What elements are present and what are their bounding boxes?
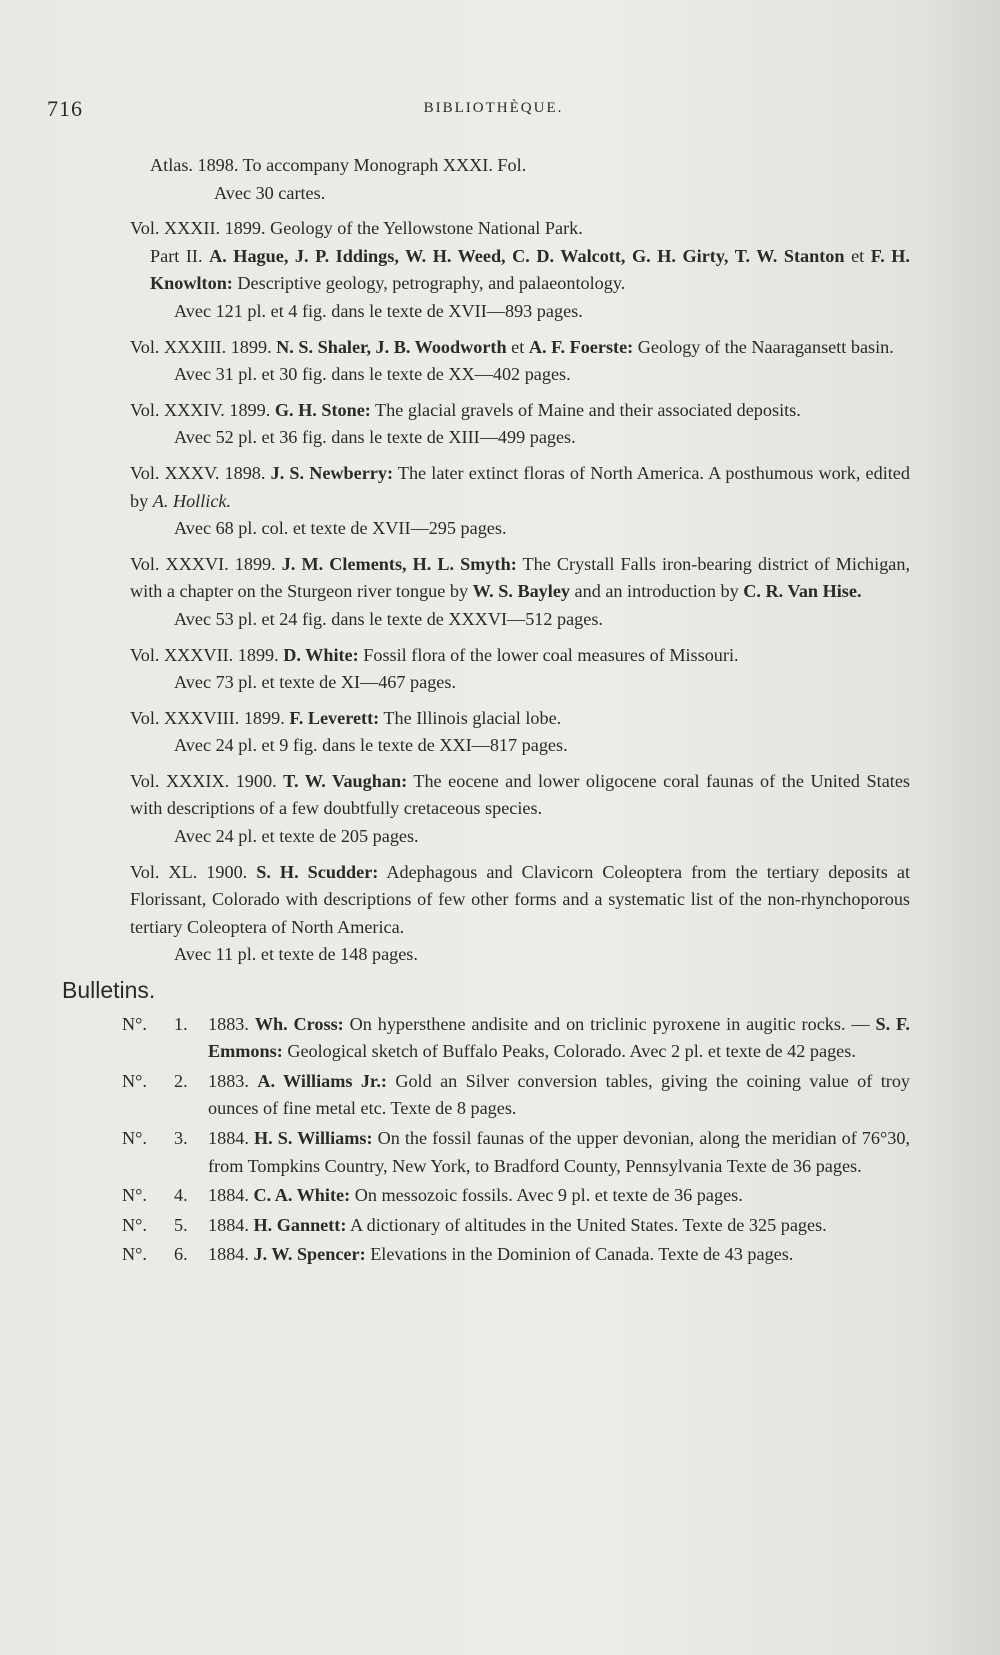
bulletin-authors: H. S. Williams: (253, 1128, 373, 1148)
volume-title: The later extinct floras of North America. A posthumous work, edited by (130, 462, 910, 511)
volume-body (130, 397, 910, 425)
bulletin-entry (122, 1241, 910, 1269)
bulletin-text: On messozoic fossils. Avec 9 pl. et texte de 36 pages. (350, 1185, 743, 1206)
volume-authors: T. W. Vaughan: (283, 770, 408, 791)
volume-body (130, 705, 910, 733)
bulletin-text: Geological sketch of Buffalo Peaks, Colorado. Avec 2 pl. et texte de 42 pages. (282, 1041, 856, 1062)
volume-authors: G. H. Stone: (274, 399, 371, 420)
volume-entry (130, 642, 910, 697)
volume-avec: Avec 24 pl. et 9 fig. dans le texte de XXI—817 pages. (174, 735, 568, 756)
volume-authors: D. White: (283, 644, 359, 665)
volume-head: Vol. XXXVII. 1899. (130, 644, 284, 665)
volume-avec: Avec 68 pl. col. et texte de XVII—295 pages. (174, 518, 507, 539)
volume-entry (130, 215, 910, 325)
bulletin-authors: J. W. Spencer: (253, 1244, 366, 1265)
bulletin-number: 2. (174, 1070, 188, 1091)
bulletin-text: On the fossil faunas of the upper devonian, along the meridian of 76°30, from Tompkins Country, New York, to Bradford County, Pennsylvania Texte de 36 pages. (208, 1128, 910, 1176)
bulletin-entry (122, 1068, 911, 1123)
volume-avec: Avec 11 pl. et texte de 148 pages. (174, 944, 418, 965)
atlas-avec: Avec 30 cartes. (214, 182, 326, 203)
bulletin-year: 1883. (208, 1013, 255, 1034)
volume-entry (130, 460, 910, 543)
atlas-line: Atlas. 1898. To accompany Monograph XXXI. Fol. (150, 155, 527, 175)
volume-entry (130, 859, 910, 969)
volume-entry (130, 397, 910, 452)
volume-entry (130, 705, 910, 760)
atlas-entry (130, 152, 910, 207)
bulletin-no: N°. (122, 1214, 147, 1235)
bulletin-year: 1884. (208, 1214, 254, 1235)
volume-head: Vol. XXXVIII. 1899. (130, 707, 290, 728)
bulletin-no: N°. (122, 1185, 147, 1206)
bulletin-text: Elevations in the Dominion of Canada. Texte de 43 pages. (365, 1244, 794, 1265)
volume-title: The Crystall Falls iron-bearing district of Michigan, with a chapter on the Sturgeon river tongue by (130, 553, 911, 602)
bulletin-year: 1884. (208, 1128, 254, 1148)
volume-title: Geology of the Naaragansett basin. (633, 336, 894, 357)
volume-head: Vol. XXXIV. 1899. (130, 399, 275, 420)
volume-title: The glacial gravels of Maine and their associated deposits. (370, 399, 801, 420)
bulletin-number: 6. (174, 1244, 188, 1265)
bulletin-no: N°. (122, 1128, 147, 1148)
bulletin-authors: Wh. Cross: (254, 1013, 344, 1034)
bulletin-no: N°. (122, 1244, 147, 1265)
bulletin-number: 5. (174, 1214, 188, 1235)
volume-avec: Avec 121 pl. et 4 fig. dans le texte de XVII—893 pages. (174, 300, 583, 321)
volume-connector: and an introduction by (569, 581, 744, 602)
bulletin-year: 1883. (208, 1070, 258, 1091)
volume-authors: W. S. Bayley (472, 581, 570, 602)
volume-authors: J. M. Clements, H. L. Smyth: (281, 553, 517, 574)
volume-title: Fossil flora of the lower coal measures of Missouri. (358, 644, 739, 665)
volume-body (130, 334, 910, 362)
bulletin-authors: S. F. Emmons: (208, 1013, 910, 1062)
volume-authors: C. R. Van Hise. (743, 581, 862, 602)
bulletin-authors: C. A. White: (253, 1185, 351, 1206)
volume-authors: N. S. Shaler, J. B. Woodworth (276, 336, 507, 357)
volume-avec: Avec 31 pl. et 30 fig. dans le texte de XX—402 pages. (174, 364, 571, 385)
volume-body (130, 243, 910, 298)
volume-authors: F. Leverett: (289, 707, 380, 728)
volume-title: The Illinois glacial lobe. (379, 707, 562, 728)
bulletin-year: 1884. (208, 1244, 254, 1265)
running-head: BIBLIOTHÈQUE. (423, 100, 564, 116)
volume-avec: Avec 53 pl. et 24 fig. dans le texte de XXXVI—512 pages. (174, 608, 603, 629)
volume-connector: et (844, 245, 871, 266)
bulletin-no: N°. (122, 1013, 147, 1034)
volume-head: Vol. XXXVI. 1899. (130, 553, 282, 574)
bulletin-text: On hypersthene andisite and on triclinic pyroxene in augitic rocks. — (343, 1013, 876, 1034)
bulletin-entry (122, 1125, 910, 1180)
volume-entry (130, 551, 910, 634)
bulletin-text: A dictionary of altitudes in the United States. Texte de 325 pages. (346, 1214, 827, 1235)
volume-avec: Avec 73 pl. et texte de XI—467 pages. (174, 672, 456, 693)
volume-head: Vol. XXXV. 1898. (130, 462, 271, 483)
volume-part: Part II. (150, 245, 210, 266)
bulletin-entry (122, 1182, 910, 1210)
volume-title: The eocene and lower oligocene coral faunas of the United States with descriptions of a few doubtfully cretaceous species. (130, 770, 910, 819)
section-title-bulletins: Bulletins. (62, 977, 156, 1004)
bulletin-no: N°. (122, 1070, 147, 1091)
bulletin-number: 3. (174, 1128, 188, 1148)
volume-avec: Avec 52 pl. et 36 fig. dans le texte de XIII—499 pages. (174, 427, 576, 448)
volume-authors: A. Hague, J. P. Iddings, W. H. Weed, C. D. Walcott, G. H. Girty, T. W. Stanton (209, 245, 845, 266)
volume-entry (130, 768, 910, 851)
volume-body (130, 551, 910, 606)
volume-authors: S. H. Scudder: (256, 861, 379, 882)
volume-entry (130, 334, 910, 389)
volume-head: Vol. XXXIII. 1899. (130, 336, 277, 357)
bulletin-authors: A. Williams Jr.: (257, 1070, 387, 1091)
bulletin-entry (122, 1011, 910, 1066)
page-content (62, 152, 911, 1271)
bulletin-year: 1884. (208, 1185, 254, 1206)
bulletin-entry (122, 1212, 910, 1240)
volume-connector: et (506, 336, 529, 357)
volume-authors: A. F. Foerste: (528, 336, 634, 357)
page-header (47, 96, 940, 126)
volume-title: Adephagous and Clavicorn Coleoptera from the tertiary deposits at Florissant, Colorado with descriptions of few other forms and a systematic list of the non-rhynchoporous tertiary Coleoptera of North America. (130, 861, 911, 937)
volume-head: Vol. XXXII. 1899. Geology of the Yellowstone National Park. (130, 218, 583, 239)
volume-head: Vol. XL. 1900. (130, 861, 257, 882)
bulletin-text: Gold an Silver conversion tables, giving the coining value of troy ounces of fine metal etc. Texte de 8 pages. (208, 1070, 911, 1119)
volume-body (130, 768, 910, 823)
volume-title: Descriptive geology, petrography, and palaeontology. (232, 273, 626, 294)
volume-head: Vol. XXXIX. 1900. (130, 770, 284, 791)
volume-body (130, 460, 910, 515)
bulletin-number: 1. (174, 1013, 188, 1034)
page-number: 716 (47, 96, 83, 121)
volume-editor: A. Hollick. (152, 490, 232, 511)
volume-body (130, 859, 910, 942)
volume-body (130, 642, 910, 670)
bulletin-authors: H. Gannett: (253, 1214, 347, 1235)
volume-authors: F. H. Knowlton: (150, 245, 910, 294)
volume-avec: Avec 24 pl. et texte de 205 pages. (174, 826, 419, 847)
volume-authors: J. S. Newberry: (270, 462, 394, 483)
bulletin-number: 4. (174, 1185, 188, 1206)
